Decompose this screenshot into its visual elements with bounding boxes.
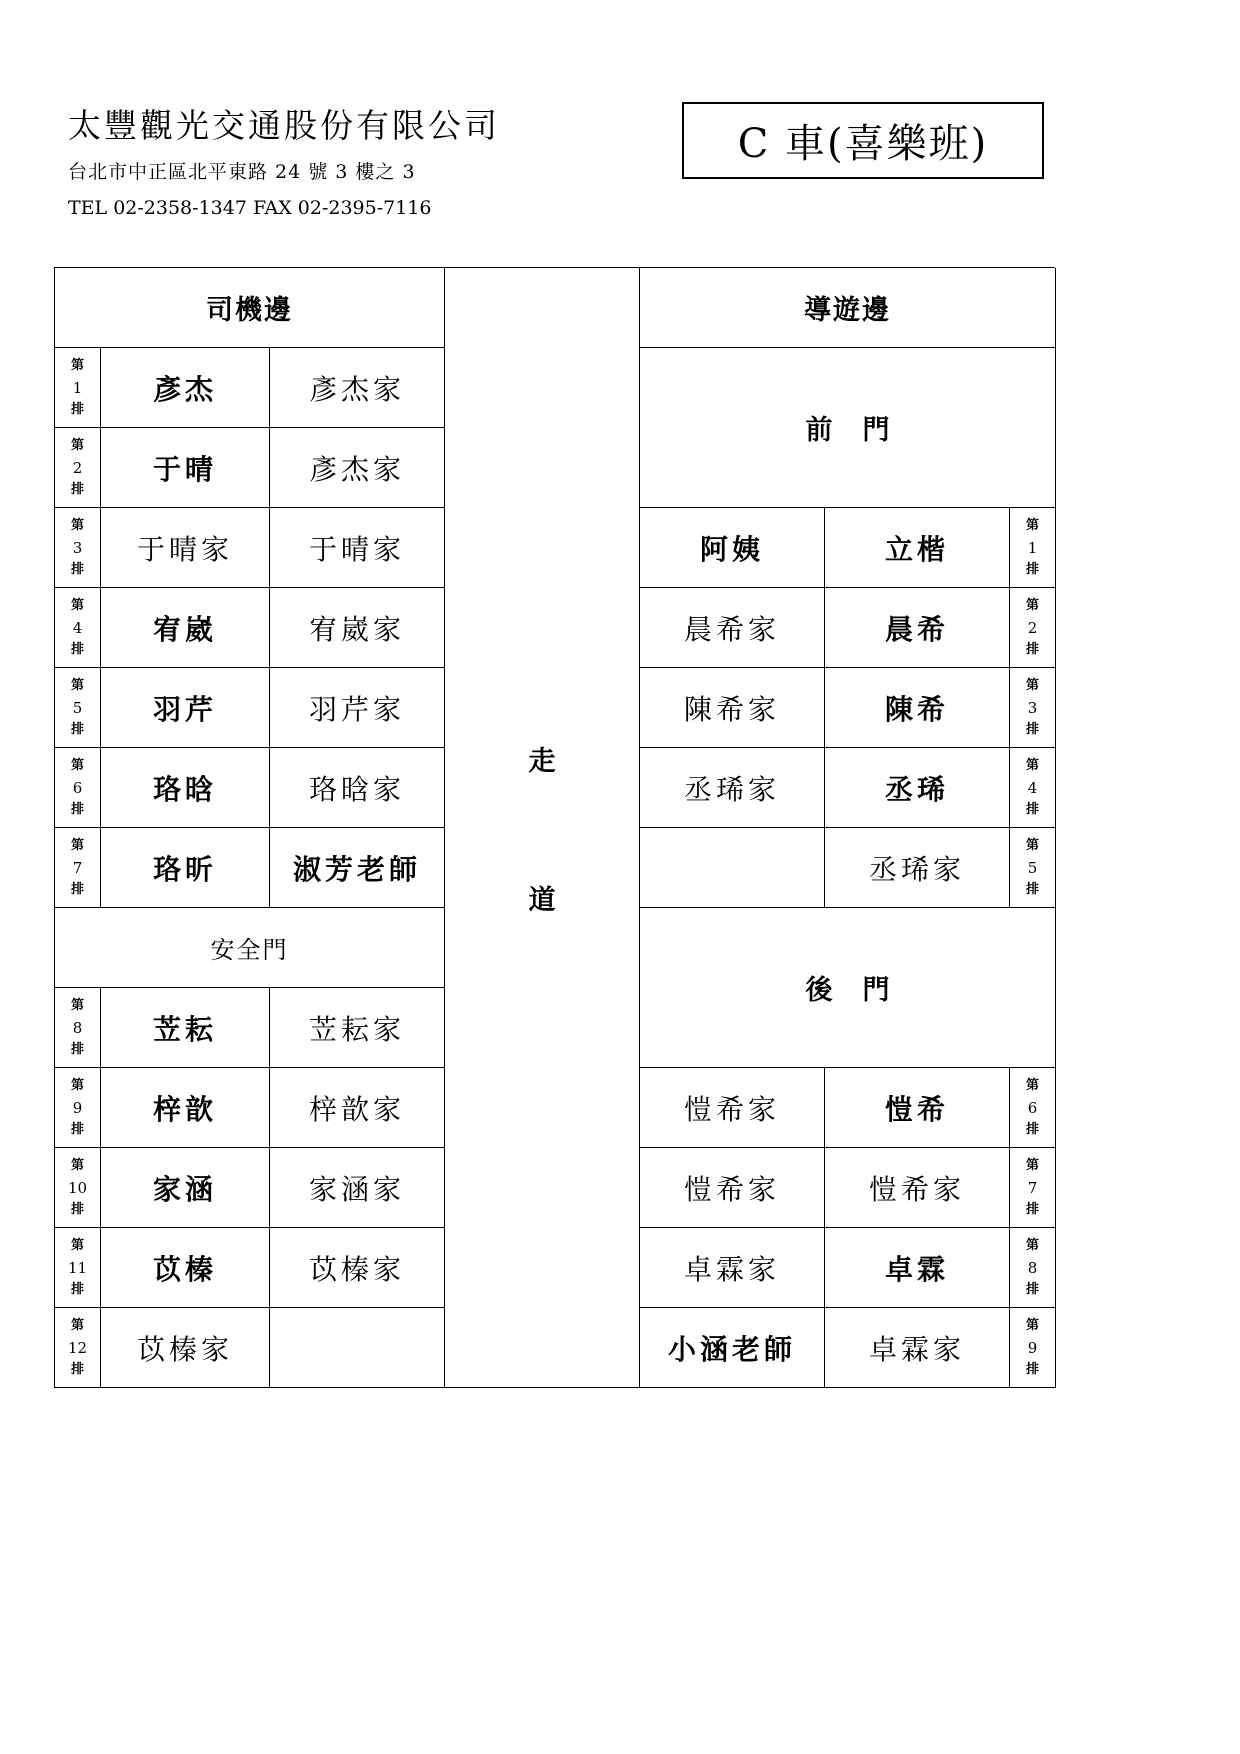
company-address: 台北市中正區北平東路 24 號 3 樓之 3: [68, 161, 416, 183]
left-row-9-seat-aisle: 梓歆家: [270, 1068, 445, 1148]
row-prefix: 第: [70, 757, 84, 773]
right-row-2-label: [1010, 588, 1056, 668]
left-row-4-seat-aisle: 宥崴家: [270, 588, 445, 668]
row-number: 9: [72, 1098, 83, 1117]
left-row-6-seat-aisle: 珞晗家: [270, 748, 445, 828]
row-suffix: 排: [1025, 561, 1039, 577]
left-row-1-label: [55, 348, 101, 428]
left-row-2-seat-aisle: 彥杰家: [270, 428, 445, 508]
right-row-9-seat-window: 卓霖家: [825, 1308, 1010, 1388]
row-suffix: 排: [70, 1121, 84, 1137]
right-row-9-label: [1010, 1308, 1056, 1388]
row-prefix: 第: [1025, 1077, 1039, 1093]
row-number: 6: [72, 778, 83, 797]
row-suffix: 排: [1025, 881, 1039, 897]
row-prefix: 第: [1025, 597, 1039, 613]
left-row-5-seat-aisle: 羽芹家: [270, 668, 445, 748]
row-number: 1: [1027, 538, 1038, 557]
row-number: 1: [72, 378, 83, 397]
front-door: 前門: [640, 348, 1056, 508]
row-number: 4: [72, 618, 83, 637]
row-prefix: 第: [70, 1157, 84, 1173]
row-number: 7: [1027, 1178, 1038, 1197]
row-suffix: 排: [1025, 1361, 1039, 1377]
row-number: 2: [1027, 618, 1038, 637]
row-prefix: 第: [1025, 757, 1039, 773]
row-prefix: 第: [70, 357, 84, 373]
aisle: [445, 268, 640, 1388]
right-row-4-seat-window: 丞琋: [825, 748, 1010, 828]
left-row-5-label: [55, 668, 101, 748]
left-row-7-seat-aisle: 淑芳老師: [270, 828, 445, 908]
left-row-4-seat-window: 宥崴: [101, 588, 270, 668]
row-suffix: 排: [70, 1201, 84, 1217]
row-number: 8: [1027, 1258, 1038, 1277]
left-row-11-seat-window: 苡榛: [101, 1228, 270, 1308]
row-prefix: 第: [70, 1317, 84, 1333]
bus-label: C 車(喜樂班): [682, 102, 1044, 179]
aisle-label-top: 走: [528, 745, 556, 777]
row-prefix: 第: [1025, 677, 1039, 693]
left-row-1-seat-window: 彥杰: [101, 348, 270, 428]
row-number: 11: [67, 1258, 88, 1277]
left-row-3-seat-aisle: 于晴家: [270, 508, 445, 588]
guide-side-title: 導遊邊: [640, 268, 1056, 348]
row-suffix: 排: [70, 721, 84, 737]
right-row-7-seat-aisle: 愷希家: [640, 1148, 825, 1228]
left-row-7-label: [55, 828, 101, 908]
right-row-5-seat-window: 丞琋家: [825, 828, 1010, 908]
left-row-10-label: [55, 1148, 101, 1228]
row-prefix: 第: [1025, 517, 1039, 533]
rear-door: 後門: [640, 908, 1056, 1068]
row-prefix: 第: [1025, 837, 1039, 853]
row-suffix: 排: [1025, 801, 1039, 817]
left-row-12-seat-aisle: [270, 1308, 445, 1388]
row-suffix: 排: [70, 1041, 84, 1057]
left-row-1-seat-aisle: 彥杰家: [270, 348, 445, 428]
row-prefix: 第: [1025, 1317, 1039, 1333]
row-number: 12: [67, 1338, 88, 1357]
right-row-1-seat-aisle: 阿姨: [640, 508, 825, 588]
row-prefix: 第: [70, 1077, 84, 1093]
left-row-12-label: [55, 1308, 101, 1388]
row-suffix: 排: [70, 641, 84, 657]
left-row-7-seat-window: 珞昕: [101, 828, 270, 908]
right-row-6-seat-window: 愷希: [825, 1068, 1010, 1148]
row-suffix: 排: [1025, 1281, 1039, 1297]
row-number: 3: [72, 538, 83, 557]
row-suffix: 排: [70, 1361, 84, 1377]
seating-chart: [54, 267, 1055, 1388]
left-row-11-seat-aisle: 苡榛家: [270, 1228, 445, 1308]
aisle-label-bottom: 道: [528, 884, 556, 916]
row-number: 9: [1027, 1338, 1038, 1357]
row-prefix: 第: [70, 677, 84, 693]
right-row-7-label: [1010, 1148, 1056, 1228]
row-number: 2: [72, 458, 83, 477]
right-row-6-seat-aisle: 愷希家: [640, 1068, 825, 1148]
left-row-12-seat-window: 苡榛家: [101, 1308, 270, 1388]
right-row-8-label: [1010, 1228, 1056, 1308]
right-row-4-seat-aisle: 丞琋家: [640, 748, 825, 828]
row-number: 8: [72, 1018, 83, 1037]
row-suffix: 排: [70, 561, 84, 577]
row-prefix: 第: [70, 837, 84, 853]
row-number: 10: [67, 1178, 88, 1197]
right-row-9-seat-aisle: 小涵老師: [640, 1308, 825, 1388]
left-row-8-seat-window: 苙耘: [101, 988, 270, 1068]
row-suffix: 排: [1025, 1201, 1039, 1217]
row-number: 6: [1027, 1098, 1038, 1117]
right-row-5-seat-aisle: [640, 828, 825, 908]
left-row-2-seat-window: 于晴: [101, 428, 270, 508]
left-row-2-label: [55, 428, 101, 508]
row-prefix: 第: [1025, 1157, 1039, 1173]
emergency-exit: 安全門: [55, 908, 445, 988]
row-suffix: 排: [1025, 721, 1039, 737]
left-row-6-seat-window: 珞晗: [101, 748, 270, 828]
right-row-3-seat-aisle: 陳希家: [640, 668, 825, 748]
left-row-4-label: [55, 588, 101, 668]
row-suffix: 排: [1025, 1121, 1039, 1137]
left-row-6-label: [55, 748, 101, 828]
row-suffix: 排: [70, 401, 84, 417]
row-prefix: 第: [70, 597, 84, 613]
right-row-6-label: [1010, 1068, 1056, 1148]
row-prefix: 第: [70, 517, 84, 533]
row-suffix: 排: [70, 1281, 84, 1297]
left-row-10-seat-aisle: 家涵家: [270, 1148, 445, 1228]
row-number: 7: [72, 858, 83, 877]
row-suffix: 排: [70, 481, 84, 497]
right-row-7-seat-window: 愷希家: [825, 1148, 1010, 1228]
left-row-3-label: [55, 508, 101, 588]
row-suffix: 排: [1025, 641, 1039, 657]
left-row-9-label: [55, 1068, 101, 1148]
right-row-5-label: [1010, 828, 1056, 908]
row-prefix: 第: [1025, 1237, 1039, 1253]
left-row-9-seat-window: 梓歆: [101, 1068, 270, 1148]
row-prefix: 第: [70, 997, 84, 1013]
row-suffix: 排: [70, 881, 84, 897]
row-suffix: 排: [70, 801, 84, 817]
right-row-2-seat-window: 晨希: [825, 588, 1010, 668]
left-row-10-seat-window: 家涵: [101, 1148, 270, 1228]
row-number: 5: [72, 698, 83, 717]
row-prefix: 第: [70, 1237, 84, 1253]
right-row-1-seat-window: 立楷: [825, 508, 1010, 588]
right-row-3-label: [1010, 668, 1056, 748]
right-row-8-seat-aisle: 卓霖家: [640, 1228, 825, 1308]
right-row-4-label: [1010, 748, 1056, 828]
row-number: 4: [1027, 778, 1038, 797]
company-name: 太豐觀光交通股份有限公司: [68, 106, 500, 145]
right-row-3-seat-window: 陳希: [825, 668, 1010, 748]
left-row-11-label: [55, 1228, 101, 1308]
left-row-5-seat-window: 羽芹: [101, 668, 270, 748]
left-row-8-label: [55, 988, 101, 1068]
left-row-8-seat-aisle: 苙耘家: [270, 988, 445, 1068]
driver-side-title: 司機邊: [55, 268, 445, 348]
row-number: 5: [1027, 858, 1038, 877]
row-prefix: 第: [70, 437, 84, 453]
right-row-2-seat-aisle: 晨希家: [640, 588, 825, 668]
row-number: 3: [1027, 698, 1038, 717]
left-row-3-seat-window: 于晴家: [101, 508, 270, 588]
right-row-1-label: [1010, 508, 1056, 588]
right-row-8-seat-window: 卓霖: [825, 1228, 1010, 1308]
company-phone-fax: TEL 02-2358-1347 FAX 02-2395-7116: [68, 197, 432, 219]
